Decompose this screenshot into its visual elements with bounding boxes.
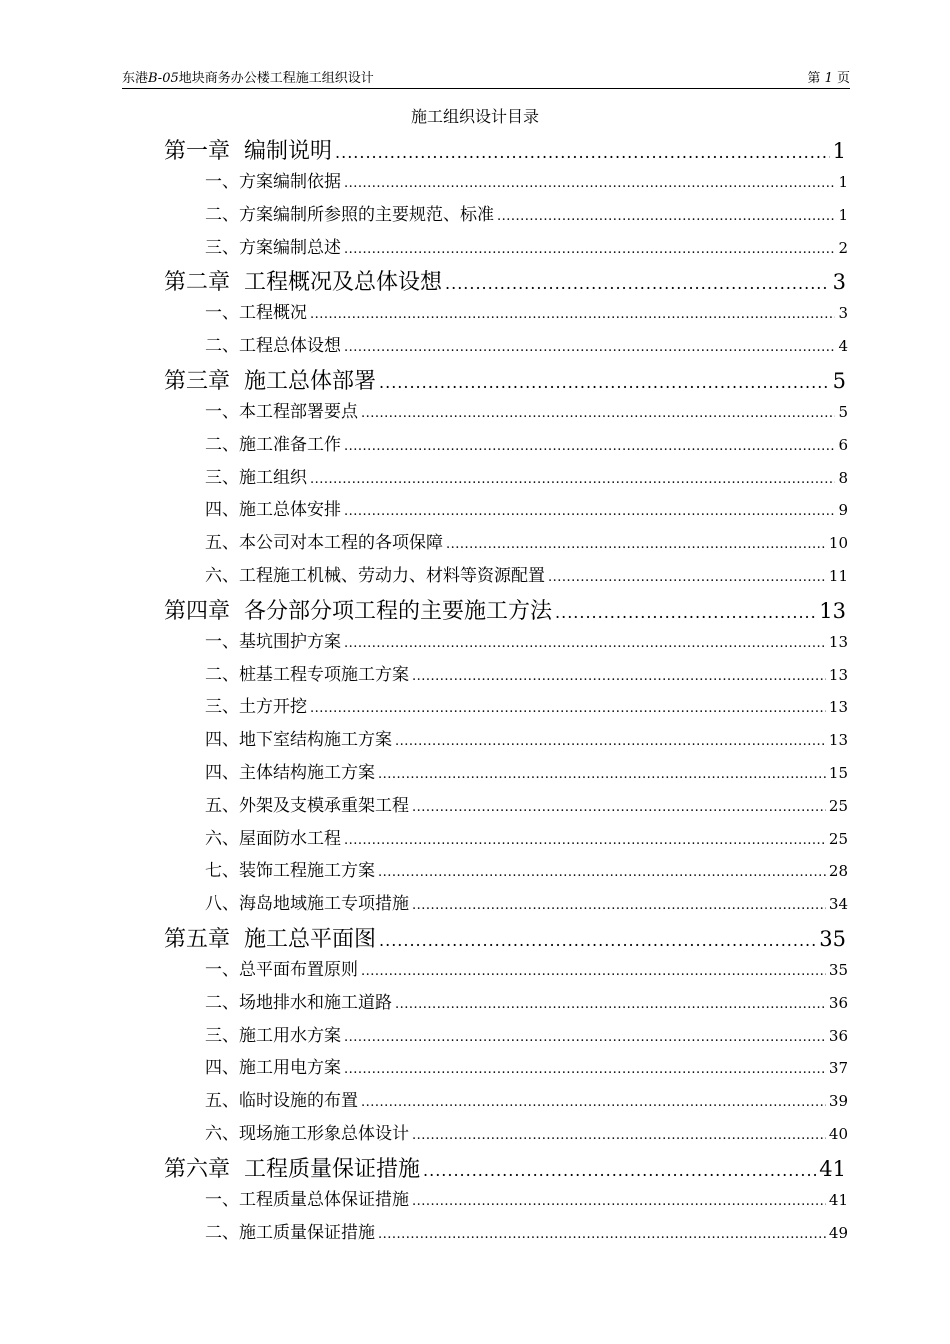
entry-title-text: 工程概况及总体设想 <box>244 270 443 296</box>
entry-title-text: 一、工程概况 <box>205 303 307 324</box>
dot-leader <box>412 898 826 913</box>
dot-leader <box>344 439 835 454</box>
dot-leader <box>344 636 826 651</box>
dot-leader <box>344 242 835 257</box>
toc-chapter-row[interactable] <box>164 922 846 956</box>
toc-entry-title <box>205 167 341 192</box>
dot-leader <box>361 964 826 979</box>
toc-section-row[interactable] <box>205 627 848 653</box>
dot-leader <box>446 537 826 552</box>
header-title-suffix: 地块商务办公楼工程施工组织设计 <box>178 71 374 86</box>
toc-page-number: 13 <box>828 698 848 717</box>
entry-title-text: 二、方案编制所参照的主要规范、标准 <box>205 204 494 225</box>
toc-entry-title <box>205 463 307 488</box>
toc-page-number: 9 <box>838 501 848 520</box>
toc-page-number: 15 <box>828 764 848 782</box>
dot-leader <box>378 865 826 880</box>
dot-leader <box>344 1062 826 1077</box>
toc-entry-title <box>205 528 443 553</box>
entry-title-text: 三、方案编制总述 <box>205 237 341 258</box>
toc-entry-title <box>205 430 341 455</box>
chapter-number: 第五章 <box>164 927 231 952</box>
entry-title-text: 二、桩基工程专项施工方案 <box>205 664 409 685</box>
entry-title-text: 施工总体部署 <box>244 369 377 394</box>
toc-section-row[interactable] <box>205 692 848 718</box>
toc-section-row[interactable] <box>205 528 848 554</box>
toc-entry-title <box>164 594 552 625</box>
dot-leader <box>412 1128 826 1143</box>
toc-entry-title <box>205 1218 375 1243</box>
chapter-number: 第二章 <box>164 270 231 296</box>
toc-section-row[interactable] <box>205 1053 848 1079</box>
entry-title-text: 二、施工质量保证措施 <box>205 1222 375 1243</box>
toc-entry-title <box>205 660 409 685</box>
toc-page-number: 49 <box>828 1223 848 1242</box>
chapter-number: 第六章 <box>164 1156 231 1182</box>
toc-entry-title <box>205 988 392 1013</box>
toc-section-row[interactable] <box>205 988 848 1014</box>
toc-entry-title <box>205 758 375 783</box>
toc-page-number: 3 <box>832 270 846 295</box>
entry-title-text: 三、土方开挖 <box>205 697 307 718</box>
toc-entry-title <box>205 824 341 849</box>
dot-leader <box>379 931 816 950</box>
toc-title: 施工组织设计目录 <box>410 107 539 126</box>
dot-leader <box>548 570 826 585</box>
dot-leader <box>378 767 826 782</box>
toc-section-row[interactable] <box>205 889 848 915</box>
toc-entry-title <box>205 692 307 717</box>
toc-page-number: 2 <box>838 238 848 257</box>
entry-title-text: 编制说明 <box>244 139 333 164</box>
toc-section-row[interactable] <box>205 1086 848 1112</box>
chapter-number: 第四章 <box>164 598 231 624</box>
toc-entry-title <box>205 397 358 422</box>
entry-title-text: 三、施工组织 <box>205 467 307 488</box>
toc-page-number: 40 <box>828 1125 848 1143</box>
toc-entry-title <box>205 889 409 914</box>
toc-section-row[interactable] <box>205 233 848 259</box>
entry-title-text: 各分部分项工程的主要施工方法 <box>244 598 553 624</box>
toc-entry-title <box>205 1086 358 1111</box>
toc-section-row[interactable] <box>205 463 848 489</box>
toc-page-number: 13 <box>828 632 848 651</box>
page-suffix: 页 <box>836 71 850 86</box>
dot-leader <box>344 1030 826 1045</box>
toc-entry-title <box>205 1053 341 1078</box>
dot-leader <box>379 373 830 392</box>
entry-title-text: 六、现场施工形象总体设计 <box>205 1124 409 1144</box>
toc-section-row[interactable] <box>205 331 848 357</box>
toc-entry-title <box>205 233 341 258</box>
page-prefix: 第 <box>807 71 821 86</box>
toc-entry-title <box>164 265 442 296</box>
document-title <box>122 67 374 86</box>
toc-page-number: 5 <box>832 369 846 393</box>
toc-page-number: 13 <box>828 665 848 684</box>
toc-entry-title <box>205 1119 409 1144</box>
toc-page-number: 4 <box>838 337 848 356</box>
toc-entry-title <box>164 1152 420 1183</box>
toc-section-row[interactable] <box>205 856 848 882</box>
toc-entry-title <box>205 856 375 881</box>
toc-entry-title <box>205 1021 341 1046</box>
toc-section-row[interactable] <box>205 1218 848 1244</box>
chapter-number: 第一章 <box>164 139 231 164</box>
toc-page-number: 36 <box>828 993 848 1012</box>
toc-section-row[interactable] <box>205 200 848 226</box>
toc-section-row[interactable] <box>205 561 848 587</box>
toc-entry-title <box>205 298 307 323</box>
toc-page-number: 35 <box>828 961 848 979</box>
entry-title-text: 一、基坑围护方案 <box>205 631 341 652</box>
entry-title-text: 二、工程总体设想 <box>205 336 341 357</box>
toc-section-row[interactable] <box>205 430 848 456</box>
toc-page-number: 5 <box>838 403 848 421</box>
toc-page-number: 36 <box>828 1026 848 1045</box>
entry-title-text: 八、海岛地域施工专项措施 <box>205 894 409 915</box>
toc-chapter-row[interactable] <box>164 594 846 628</box>
dot-leader <box>423 1161 816 1180</box>
toc-page-number: 28 <box>828 862 848 881</box>
toc-page-number: 11 <box>828 567 848 585</box>
dot-leader <box>412 1194 826 1209</box>
dot-leader <box>344 833 826 848</box>
entry-title-text: 五、外架及支模承重架工程 <box>205 795 409 816</box>
toc-page-number: 25 <box>828 796 848 815</box>
entry-title-text: 二、施工准备工作 <box>205 434 341 455</box>
entry-title-text: 六、工程施工机械、劳动力、材料等资源配置 <box>205 566 545 586</box>
entry-title-text: 四、地下室结构施工方案 <box>205 730 392 751</box>
dot-leader <box>310 307 835 322</box>
toc-page-number: 1 <box>838 205 848 224</box>
dot-leader <box>395 997 826 1012</box>
entry-title-text: 七、装饰工程施工方案 <box>205 861 375 882</box>
toc-page-number: 1 <box>832 139 846 163</box>
toc-entry-title <box>205 561 545 586</box>
dot-leader <box>344 176 835 191</box>
entry-title-text: 三、施工用水方案 <box>205 1025 341 1046</box>
toc-entry-title <box>205 1185 409 1210</box>
toc-section-row[interactable] <box>205 824 848 850</box>
toc-page-number: 37 <box>828 1059 848 1078</box>
dot-leader <box>361 406 835 421</box>
toc-page-number: 41 <box>819 1156 846 1181</box>
toc-section-row[interactable] <box>205 955 848 981</box>
toc-section-row[interactable] <box>205 298 848 324</box>
entry-title-text: 五、临时设施的布置 <box>205 1091 358 1112</box>
chapter-number: 第三章 <box>164 369 231 394</box>
page-number: 1 <box>824 71 833 86</box>
header-title-prefix: 东港 <box>122 71 149 86</box>
toc-chapter-row[interactable] <box>164 265 846 299</box>
dot-leader <box>335 143 830 162</box>
dot-leader <box>412 669 826 684</box>
toc-page-number: 34 <box>828 895 848 914</box>
toc-entry-title <box>205 955 358 980</box>
toc-entry-title <box>164 134 332 165</box>
toc-page-number: 10 <box>828 534 848 553</box>
entry-title-text: 施工总平面图 <box>244 927 377 952</box>
entry-title-text: 一、本工程部署要点 <box>205 402 358 422</box>
entry-title-text: 二、场地排水和施工道路 <box>205 992 392 1013</box>
dot-leader <box>344 504 835 519</box>
dot-leader <box>310 472 835 487</box>
dot-leader <box>445 274 830 293</box>
entry-title-text: 一、总平面布置原则 <box>205 960 358 980</box>
toc-section-row[interactable] <box>205 167 848 193</box>
entry-title-text: 四、施工用电方案 <box>205 1058 341 1079</box>
entry-title-text: 一、工程质量总体保证措施 <box>205 1189 409 1210</box>
toc-entry-title <box>164 364 376 395</box>
toc-section-row[interactable] <box>205 1185 848 1211</box>
toc-entry-title <box>205 495 341 520</box>
toc-page-number: 3 <box>838 304 848 323</box>
page-header <box>122 64 850 89</box>
toc-entry-title <box>205 331 341 356</box>
dot-leader <box>378 1227 826 1242</box>
toc-section-row[interactable] <box>205 1021 848 1047</box>
dot-leader <box>555 603 816 622</box>
toc-section-row[interactable] <box>205 1119 848 1145</box>
toc-section-row[interactable] <box>205 791 848 817</box>
dot-leader <box>395 734 826 749</box>
toc-page-number: 6 <box>838 435 848 454</box>
toc-entry-title <box>164 922 376 953</box>
entry-title-text: 工程质量保证措施 <box>244 1156 421 1182</box>
dot-leader <box>310 701 826 716</box>
toc-entry-title <box>205 725 392 750</box>
toc-chapter-row[interactable] <box>164 364 846 398</box>
toc-page-number: 41 <box>828 1190 848 1209</box>
toc-section-row[interactable] <box>205 660 848 686</box>
header-plot-code: B-05 <box>148 71 179 86</box>
toc-page-number: 25 <box>828 829 848 848</box>
entry-title-text: 四、主体结构施工方案 <box>205 763 375 783</box>
toc-entry-title <box>205 627 341 652</box>
toc-chapter-row[interactable] <box>164 1152 846 1186</box>
toc-page-number: 8 <box>838 468 848 487</box>
toc-page-number: 13 <box>819 598 846 623</box>
entry-title-text: 四、施工总体安排 <box>205 500 341 521</box>
entry-title-text: 五、本公司对本工程的各项保障 <box>205 533 443 554</box>
toc-page-number: 1 <box>838 173 848 191</box>
toc-section-row[interactable] <box>205 725 848 751</box>
toc-chapter-row[interactable] <box>164 134 846 168</box>
dot-leader <box>344 340 835 355</box>
toc-page-number: 35 <box>819 927 846 951</box>
toc-entry-title <box>205 791 409 816</box>
toc-page-number: 39 <box>828 1092 848 1111</box>
toc-entry-title <box>205 200 494 225</box>
toc-section-row[interactable] <box>205 758 848 784</box>
entry-title-text: 一、方案编制依据 <box>205 172 341 192</box>
toc-section-row[interactable] <box>205 495 848 521</box>
dot-leader <box>361 1095 826 1110</box>
entry-title-text: 六、屋面防水工程 <box>205 828 341 849</box>
page-number-label <box>807 67 850 86</box>
toc-page-number: 13 <box>828 731 848 750</box>
dot-leader <box>412 800 826 815</box>
dot-leader <box>497 209 835 224</box>
toc-section-row[interactable] <box>205 397 848 423</box>
